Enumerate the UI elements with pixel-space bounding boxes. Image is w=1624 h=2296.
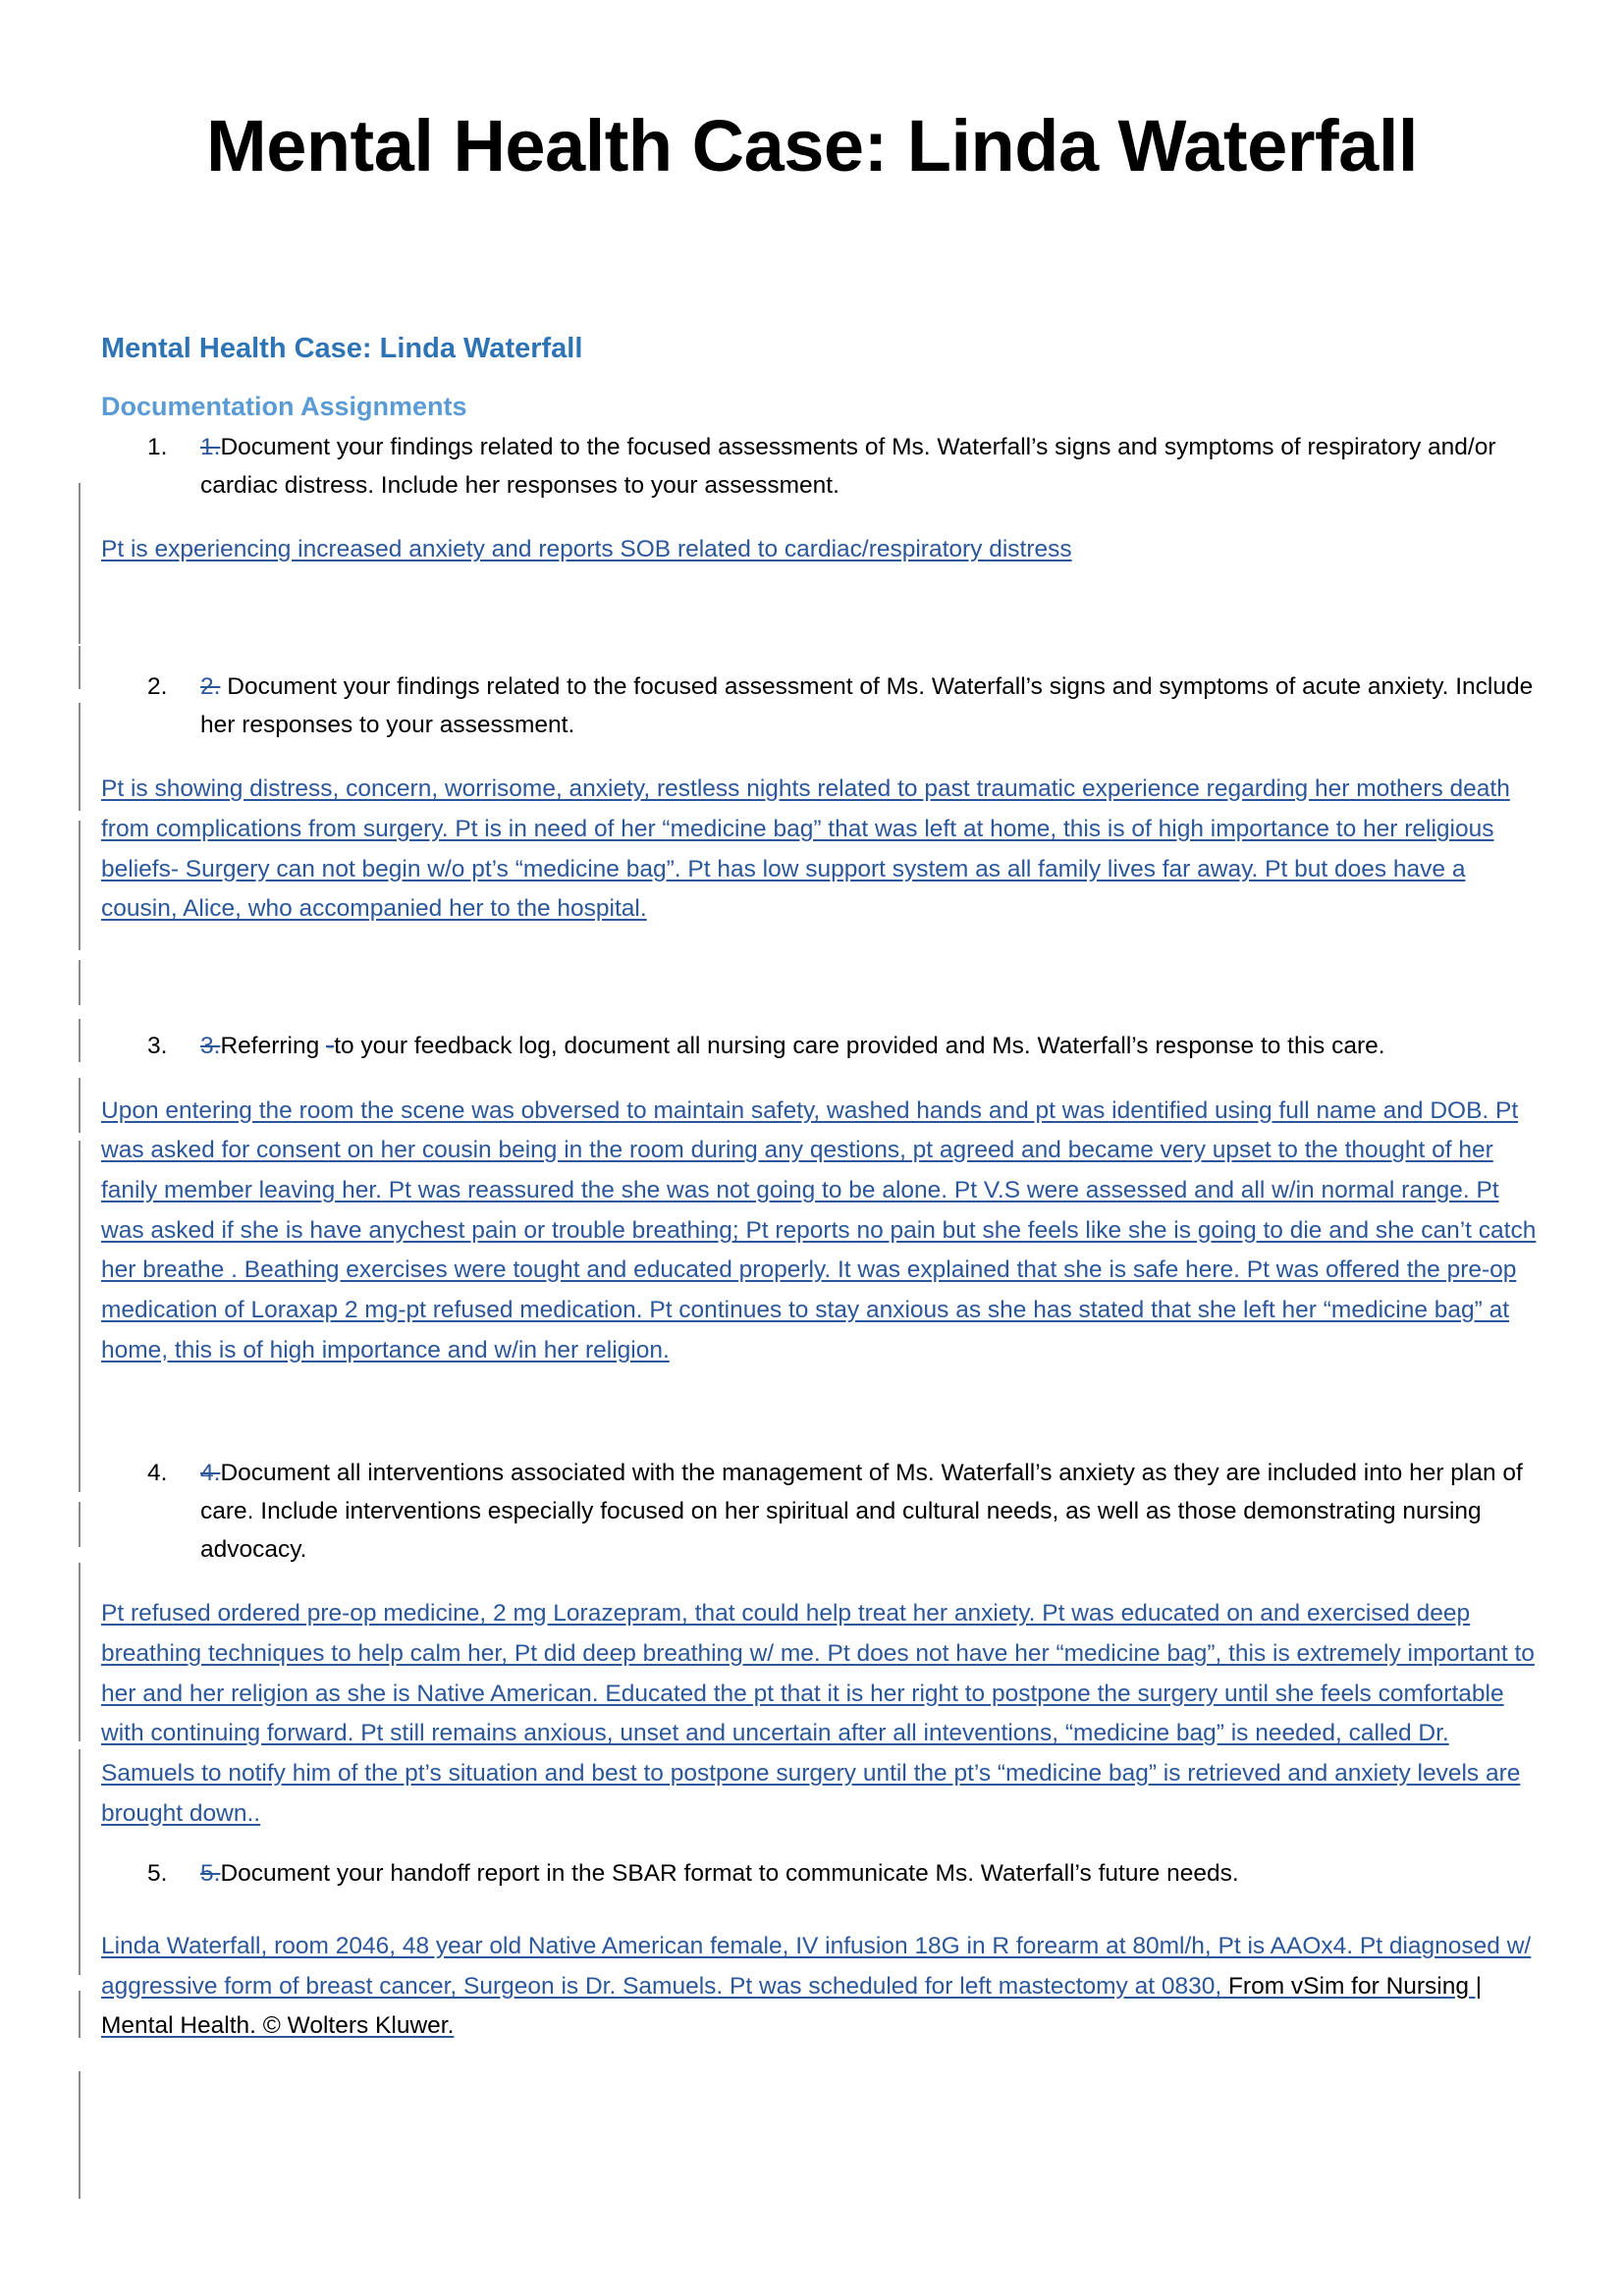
- answer-3: Upon entering the room the scene was obversed to maintain safety, washed hands and pt was identified using full name and DOB. Pt was asked for consent on her cousin being in the room during any qestions, pt agreed and became very upset to the thought of her fanily member leaving her. Pt was reassured the she was not going to be alone. Pt V.S were assessed and all w/in normal range. Pt was asked if she is have anychest pain or trouble breathing; Pt reports no pain but she feels like she is going to die and she can’t catch her breathe . Beathing exercises were tought and educated properly. It was explained that she is safe here. Pt was offered the pre-op medication of Loraxap 2 mg-pt refused medication. Pt continues to stay anxious as she has stated that she left her “medicine bag” at home, this is of high importance and w/in her religion.: [101, 1096, 1537, 1363]
- answer-5-inserted: Linda Waterfall, room 2046, 48 year old Native American female, IV infusion 18G in R forearm at 80ml/h, Pt is AAOx4. Pt diagnosed w/ aggressive form of breast cancer, Surgeon is Dr. Samuels. Pt was scheduled for left mastectomy at 0830,: [101, 1933, 1532, 2000]
- answer-2: Pt is showing distress, concern, worrisome, anxiety, restless nights related to past traumatic experience regarding her mothers death from complications from surgery. Pt is in need of her “medicine bag” that was left at home, this is of high importance to her religious beliefs- Surgery can not begin w/o pt’s “medicine bag”. Pt has low support system as all family lives far away. Pt but does have a cousin, Alice, who accompanied her to the hospital.: [101, 775, 1510, 923]
- deleted-marker-5: 5.: [200, 1860, 221, 1888]
- section-heading-1: Mental Health Case: Linda Waterfall: [101, 332, 583, 364]
- question-1-body: Document your findings related to the focused assessments of Ms. Waterfall’s signs and symptoms of respiratory and/or cardiac distress. Include her responses to your assessment.: [200, 433, 1496, 499]
- deleted-marker-4: 4.: [200, 1460, 221, 1487]
- list-item-question-4: [101, 1455, 1538, 1569]
- list-marker-1: 1.: [147, 433, 168, 460]
- deleted-marker-2: 2.: [200, 672, 221, 700]
- source-attribution: From vSim for Nursing | Mental Health. © Wolters Kluwer.: [101, 1972, 1483, 2040]
- list-marker-4: 4.: [147, 1460, 168, 1487]
- question-4-body: Document all interventions associated with the management of Ms. Waterfall’s anxiety as they are included into her plan of care. Include interventions especially focused on her spiritual and cultural needs, as well as those demonstrating nursing advocacy.: [200, 1460, 1523, 1563]
- document-body: [0, 332, 1624, 2047]
- answer-4: Pt refused ordered pre-op medicine, 2 mg Lorazepram, that could help treat her anxiety. Pt was educated on and exercised deep breathing techniques to help calm her, Pt did deep breathing w/ me. Pt does not have her “medicine bag”, this is extremely important to her and her religion as she is Native American. Educated the pt that it is her right to postpone the surgery until she feels comfortable with continuing forward. Pt still remains anxious, unset and uncertain after all inteventions, “medicine bag” is needed, called Dr. Samuels to notify him of the pt’s situation and best to postpone surgery until the pt’s “medicine bag” is retrieved and anxiety levels are brought down..: [101, 1600, 1535, 1827]
- answer-1: Pt is experiencing increased anxiety and reports SOB related to cardiac/respiratory distress: [101, 536, 1072, 563]
- list-item-question-2: [101, 668, 1538, 744]
- question-2-body: Document your findings related to the focused assessment of Ms. Waterfall’s signs and symptoms of acute anxiety. Include her responses to your assessment.: [200, 672, 1534, 738]
- list-marker-3: 3.: [147, 1032, 168, 1059]
- section-heading-2: Documentation Assignments: [101, 392, 467, 422]
- question-5-body: Document your handoff report in the SBAR format to communicate Ms. Waterfall’s future needs.: [220, 1860, 1239, 1888]
- page-title: Mental Health Case: Linda Waterfall: [206, 105, 1418, 187]
- deleted-mid-3: -: [326, 1032, 335, 1059]
- question-3-text: [200, 1028, 1538, 1066]
- list-item-question-5: [101, 1855, 1538, 1894]
- answer-5: [101, 1927, 1538, 2047]
- list-marker-5: 5.: [147, 1860, 168, 1888]
- question-3-body: to your feedback log, document all nursing care provided and Ms. Waterfall’s response to this care.: [334, 1032, 1385, 1059]
- deleted-marker-1: 1.: [200, 433, 221, 460]
- question-1-text: [200, 429, 1538, 505]
- change-bar: [79, 2071, 81, 2199]
- list-item-question-1: [101, 429, 1538, 505]
- question-5-text: [200, 1855, 1538, 1894]
- list-item-question-3: [101, 1028, 1538, 1066]
- deleted-marker-3: 3.: [200, 1032, 221, 1059]
- question-4-text: [200, 1455, 1538, 1569]
- question-3-body-before: Referring: [220, 1032, 327, 1059]
- question-2-text: [200, 668, 1538, 744]
- list-marker-2: 2.: [147, 672, 168, 700]
